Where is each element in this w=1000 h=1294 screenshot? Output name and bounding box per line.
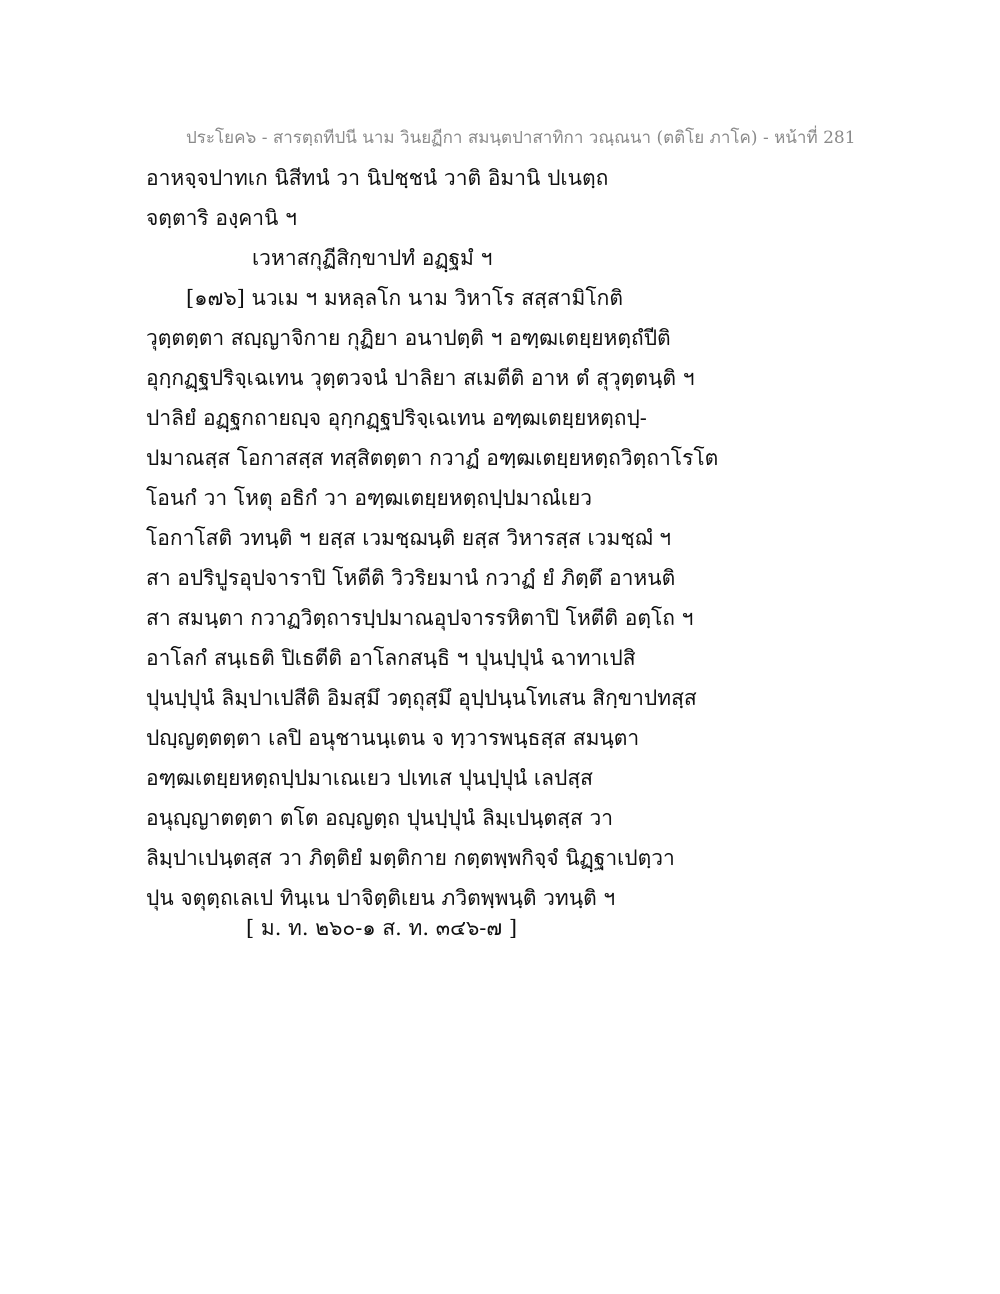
text-line: สา สมนฺตา กวาฏวิตฺถารปฺปมาณอุปจารรหิตาปิ โหตีติ อตฺโถ ฯ [146,606,694,630]
text-line: ปาลิยํ อฏฺฐกถายญฺจ อุกฺกฏฺฐปริจฺเฉเทน อฑฺฒเตยฺยหตฺถปฺ- [146,406,647,430]
section-heading: เวหาสกุฏีสิกฺขาปทํ อฏฺฐมํ ฯ [252,246,493,270]
text-line: อนุญฺญาตตฺตา ตโต อญฺญตฺถ ปุนปฺปุนํ ลิมฺเปนฺตสฺส วา [146,806,614,830]
paragraph-start-line: [๑๗๖] นวเม ฯ มหลฺลโก นาม วิหาโร สสฺสามิโกติ [186,286,623,310]
text-line: โอนกํ วา โหตุ อธิกํ วา อฑฺฒเตยฺยหตฺถปฺปมาณํเยว [146,486,593,510]
text-line: วุตฺตตฺตา สญฺญาจิกาย กุฏิยา อนาปตฺติ ฯ อฑฺฒเตยฺยหตฺถํปีติ [146,326,671,350]
page-header: ประโยค๖ - สารตฺถทีปนี นาม วินยฏีกา สมนฺตปาสาทิกา วณฺณนา (ตติโย ภาโค) - หน้าที่ 281 [186,128,856,148]
text-line: อาโลกํ สนฺเธติ ปิเธตีติ อาโลกสนฺธิ ฯ ปุนปฺปุนํ ฉาทาเปสิ [146,646,636,670]
text-line: ลิมฺปาเปนฺตสฺส วา ภิตฺติยํ มตฺติกาย กตฺตพฺพกิจฺจํ นิฏฺฐาเปตฺวา [146,846,675,870]
text-line: ปุนปฺปุนํ ลิมฺปาเปสีติ อิมสฺมึ วตฺถุสฺมึ อุปฺปนฺนโทเสน สิกฺขาปทสฺส [146,686,697,710]
text-line: อุกฺกฏฺฐปริจฺเฉเทน วุตฺตวจนํ ปาลิยา สเมตีติ อาห ตํ สุวุตฺตนฺติ ฯ [146,366,695,390]
text-line: จตฺตาริ องฺคานิ ฯ [146,206,297,230]
text-line: ปุน จตุตฺถเลเป ทินฺเน ปาจิตฺติเยน ภวิตพฺพนฺติ วทนฺติ ฯ [146,886,616,910]
text-line: อฑฺฒเตยฺยหตฺถปฺปมาเณเยว ปเทเส ปุนปฺปุนํ เลปสฺส [146,766,593,790]
body-text [146,158,746,918]
text-line: โอกาโสติ วทนฺติ ฯ ยสฺส เวมชฺฌนฺติ ยสฺส วิหารสฺส เวมชฺฌํ ฯ [146,526,671,550]
text-line: ปญฺญตฺตตฺตา เลปิ อนุชานนฺเตน จ ทฺวารพนฺธสฺส สมนฺตา [146,726,640,750]
text-line: อาหจฺจปาทเก นิสีทนํ วา นิปชฺชนํ วาติ อิมานิ ปเนตฺถ [146,166,609,190]
text-line: สา อปริปูรอุปจาราปิ โหตีติ วิวริยมานํ กวาฏํ ยํ ภิตฺตึ อาหนติ [146,566,676,590]
citation-reference: [ ม. ท. ๒๖๐-๑ ส. ท. ๓๔๖-๗ ] [246,916,518,940]
text-line: ปมาณสฺส โอกาสสฺส ทสฺสิตตฺตา กวาฏํ อฑฺฒเตยฺยหตฺถวิตฺถาโรโต [146,446,719,470]
